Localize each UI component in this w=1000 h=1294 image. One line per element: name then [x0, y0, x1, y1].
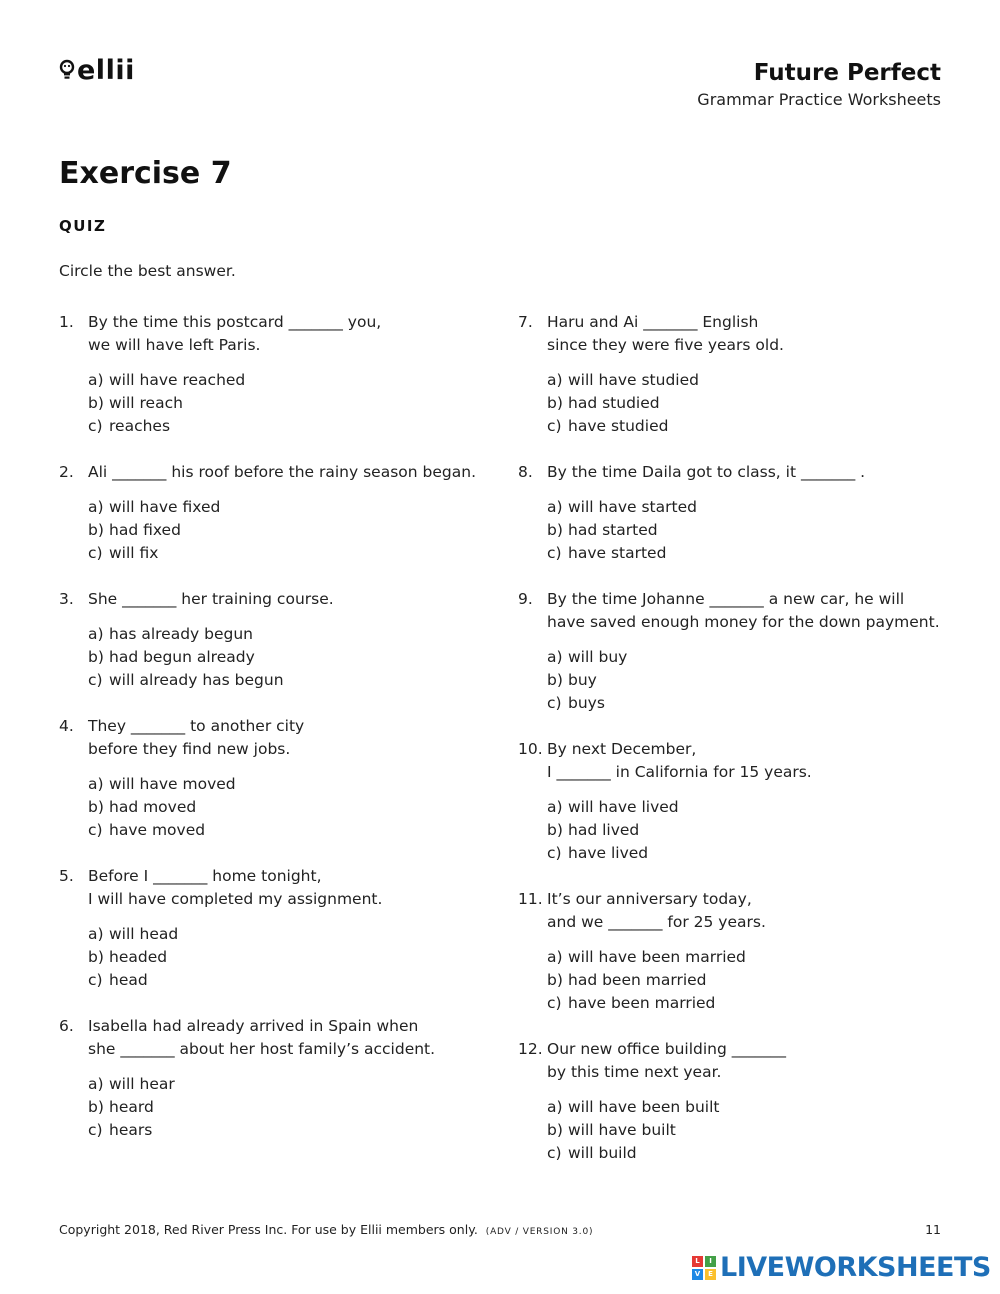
lightbulb-icon	[59, 59, 75, 83]
answer-option[interactable]: c) will fix	[88, 544, 159, 562]
question-number: 8.	[518, 463, 533, 481]
question-text: I will have completed my assignment.	[88, 890, 383, 908]
answer-option[interactable]: b) had lived	[547, 821, 640, 839]
answer-option[interactable]: c) have studied	[547, 417, 669, 435]
question-text: she _______ about her host family’s accident.	[88, 1040, 436, 1058]
answer-option[interactable]: c) have moved	[88, 821, 206, 839]
answer-option[interactable]: a) will hear	[88, 1075, 175, 1093]
question-number: 7.	[518, 313, 533, 331]
question-2	[59, 461, 499, 565]
answer-option[interactable]: c) will already has begun	[88, 671, 284, 689]
question-number: 10.	[518, 740, 543, 758]
question-text: I _______ in California for 15 years.	[547, 763, 812, 781]
answer-option[interactable]: b) will reach	[88, 394, 183, 412]
question-text: by this time next year.	[547, 1063, 722, 1081]
liveworksheets-blocks-icon	[692, 1256, 716, 1280]
copyright-notice	[59, 1222, 593, 1237]
answer-option[interactable]: a) will have fixed	[88, 498, 221, 516]
question-text: Ali _______ his roof before the rainy season began.	[88, 463, 476, 481]
exercise-title: Exercise 7	[59, 156, 232, 191]
question-text: Before I _______ home tonight,	[88, 867, 322, 885]
question-1	[59, 311, 499, 438]
liveworksheets-logo[interactable]	[692, 1253, 991, 1283]
question-7	[518, 311, 958, 438]
answer-options	[88, 923, 499, 992]
answer-option[interactable]: a) will have studied	[547, 371, 699, 389]
section-label: QUIZ	[59, 217, 107, 235]
answer-option[interactable]: a) will have been married	[547, 948, 746, 966]
question-3	[59, 588, 499, 692]
answer-options	[88, 773, 499, 842]
answer-options	[547, 496, 958, 565]
question-number: 5.	[59, 867, 74, 885]
question-text: She _______ her training course.	[88, 590, 334, 608]
answer-option[interactable]: a) will have started	[547, 498, 697, 516]
answer-option[interactable]: a) will have moved	[88, 775, 236, 793]
question-9	[518, 588, 958, 715]
answer-option[interactable]: b) had been married	[547, 971, 707, 989]
instructions: Circle the best answer.	[59, 262, 236, 280]
question-number: 3.	[59, 590, 74, 608]
answer-options	[88, 623, 499, 692]
question-11	[518, 888, 958, 1015]
logo-block: V	[692, 1269, 703, 1280]
question-5	[59, 865, 499, 992]
logo-text: ellii	[77, 55, 135, 86]
answer-options	[547, 796, 958, 865]
question-number: 2.	[59, 463, 74, 481]
answer-option[interactable]: b) had moved	[88, 798, 197, 816]
question-number: 12.	[518, 1040, 543, 1058]
question-10	[518, 738, 958, 865]
question-text: By the time this postcard _______ you,	[88, 313, 382, 331]
document-title: Future Perfect	[753, 60, 941, 86]
question-text: By the time Daila got to class, it _______ .	[547, 463, 866, 481]
answer-options	[547, 646, 958, 715]
answer-option[interactable]: b) had started	[547, 521, 658, 539]
question-text: and we _______ for 25 years.	[547, 913, 766, 931]
question-text: have saved enough money for the down payment.	[547, 613, 940, 631]
answer-options	[547, 1096, 958, 1165]
document-subtitle: Grammar Practice Worksheets	[697, 90, 941, 109]
answer-option[interactable]: b) headed	[88, 948, 168, 966]
question-number: 4.	[59, 717, 74, 735]
answer-options	[547, 946, 958, 1015]
logo-block: E	[705, 1269, 716, 1280]
question-number: 1.	[59, 313, 74, 331]
answer-option[interactable]: c) have started	[547, 544, 667, 562]
answer-option[interactable]: a) will have reached	[88, 371, 246, 389]
question-8	[518, 461, 958, 565]
answer-option[interactable]: a) will buy	[547, 648, 628, 666]
answer-options	[88, 369, 499, 438]
answer-option[interactable]: c) have lived	[547, 844, 649, 862]
answer-option[interactable]: b) had begun already	[88, 648, 255, 666]
question-6	[59, 1015, 499, 1142]
answer-option[interactable]: b) had studied	[547, 394, 660, 412]
answer-options	[88, 1073, 499, 1142]
question-12	[518, 1038, 958, 1165]
question-text: Haru and Ai _______ English	[547, 313, 759, 331]
question-text: By next December,	[547, 740, 697, 758]
answer-option[interactable]: c) hears	[88, 1121, 153, 1139]
answer-option[interactable]: b) will have built	[547, 1121, 676, 1139]
copyright-text: Copyright 2018, Red River Press Inc. For use by Ellii members only.	[59, 1222, 478, 1237]
answer-option[interactable]: b) buy	[547, 671, 597, 689]
answer-option[interactable]: b) had fixed	[88, 521, 181, 539]
answer-option[interactable]: b) heard	[88, 1098, 154, 1116]
question-text: They _______ to another city	[88, 717, 305, 735]
version-label: (ADV / VERSION 3.0)	[485, 1227, 594, 1237]
question-number: 6.	[59, 1017, 74, 1035]
answer-option[interactable]: c) head	[88, 971, 148, 989]
question-number: 9.	[518, 590, 533, 608]
answer-options	[547, 369, 958, 438]
logo-block: L	[692, 1256, 703, 1267]
answer-option[interactable]: a) will have lived	[547, 798, 679, 816]
question-text: Our new office building _______	[547, 1040, 787, 1058]
right-question-column	[518, 311, 958, 1165]
answer-option[interactable]: a) has already begun	[88, 625, 253, 643]
answer-option[interactable]: c) buys	[547, 694, 605, 712]
question-text: Isabella had already arrived in Spain when	[88, 1017, 419, 1035]
answer-option[interactable]: a) will have been built	[547, 1098, 720, 1116]
liveworksheets-wordmark: LIVEWORKSHEETS	[720, 1252, 991, 1283]
question-text: By the time Johanne _______ a new car, he will	[547, 590, 905, 608]
question-text: before they find new jobs.	[88, 740, 291, 758]
question-number: 11.	[518, 890, 543, 908]
answer-option[interactable]: c) reaches	[88, 417, 171, 435]
answer-option[interactable]: c) will build	[547, 1144, 637, 1162]
question-text: we will have left Paris.	[88, 336, 261, 354]
page-number: 11	[925, 1222, 941, 1237]
question-text: since they were five years old.	[547, 336, 784, 354]
answer-option[interactable]: c) have been married	[547, 994, 716, 1012]
answer-options	[88, 496, 499, 565]
question-text: It’s our anniversary today,	[547, 890, 752, 908]
left-question-column	[59, 311, 499, 1142]
answer-option[interactable]: a) will head	[88, 925, 179, 943]
logo-block: I	[705, 1256, 716, 1267]
question-4	[59, 715, 499, 842]
ellii-logo	[59, 56, 135, 86]
